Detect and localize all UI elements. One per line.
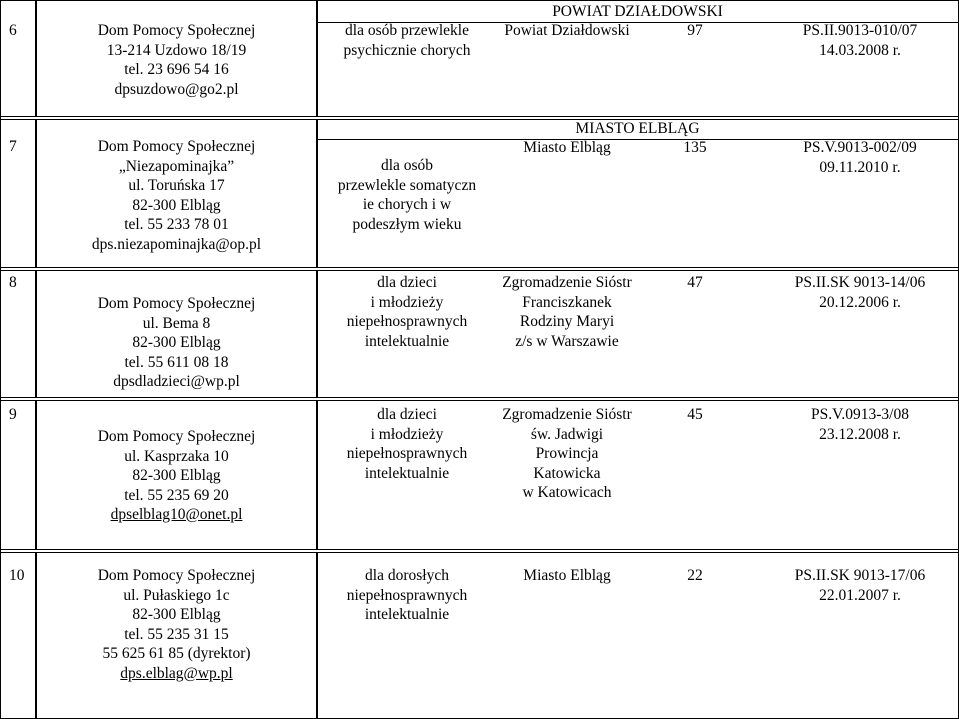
decision-number: PS.II.SK 9013-14/06	[794, 274, 926, 291]
type-line: podeszłym wieku	[352, 215, 462, 233]
facility-name: Dom Pomocy Społecznej	[97, 138, 256, 155]
operator-line: Prowincja	[535, 445, 599, 462]
row-separator	[0, 270, 959, 271]
facility-address: 13-214 Uzdowo 18/19	[106, 41, 247, 59]
type-line: intelektualnie	[364, 332, 450, 350]
facility-city: 82-300 Elbląg	[132, 334, 221, 351]
operator-cell	[487, 273, 647, 351]
decision-date: 14.03.2008 r.	[819, 41, 901, 59]
decision-date: 22.01.2007 r.	[819, 586, 901, 604]
decision-cell	[770, 21, 950, 60]
facility-email-link[interactable]: dps.elblag@wp.pl	[120, 664, 233, 682]
type-line: i młodzieży	[370, 293, 444, 311]
type-line: niepełnosprawnych	[346, 313, 468, 330]
type-line: psychicznie chorych	[343, 41, 471, 59]
operator-line: Zgromadzenie Sióstr	[502, 406, 632, 423]
facility-street: ul. Pułaskiego 1c	[123, 586, 230, 604]
facility-phone: tel. 55 233 78 01	[124, 216, 229, 233]
decision-number: PS.V.0913-3/08	[811, 406, 909, 423]
facility-phone: tel. 55 611 08 18	[124, 353, 229, 371]
decision-date: 23.12.2008 r.	[819, 425, 901, 443]
border-left	[0, 0, 1, 719]
row-separator	[0, 549, 959, 550]
facility-name: Dom Pomocy Społecznej	[97, 567, 256, 584]
facility-email: dpsdladzieci@wp.pl	[113, 373, 240, 390]
type-line: dla osób	[380, 157, 434, 174]
facility-cell	[37, 294, 316, 392]
decision-cell	[765, 405, 955, 444]
facility-city: 82-300 Elbląg	[132, 606, 221, 623]
row-separator	[0, 400, 959, 401]
facility-email-link[interactable]: dpselblag10@onet.pl	[110, 506, 243, 523]
decision-cell	[765, 566, 955, 605]
type-line: dla dzieci	[377, 274, 437, 291]
section-header: POWIAT DZIAŁDOWSKI	[552, 3, 723, 20]
places-count: 135	[683, 139, 707, 156]
type-cell	[317, 566, 497, 625]
operator-cell	[492, 21, 642, 41]
row-separator	[0, 552, 959, 553]
operator-line: Zgromadzenie Sióstr	[502, 274, 632, 291]
facility-phone: tel. 55 235 31 15	[124, 625, 229, 643]
facility-cell	[37, 137, 316, 254]
type-line: niepełnosprawnych	[346, 586, 468, 604]
decision-cell	[765, 273, 955, 312]
facility-name: Dom Pomocy Społecznej	[97, 295, 256, 312]
border-top	[0, 0, 959, 1]
operator-line: Franciszkanek	[522, 293, 612, 311]
facility-phone: tel. 55 235 69 20	[124, 486, 229, 504]
facility-cell	[37, 427, 316, 525]
facility-city: 82-300 Elbląg	[132, 467, 221, 484]
operator-line: Miasto Elbląg	[523, 567, 611, 584]
facility-subname: „Niezapominajka”	[118, 157, 235, 175]
operator-line: Powiat Działdowski	[504, 22, 630, 39]
row-separator	[0, 116, 959, 117]
type-line: przewlekle somatyczn	[337, 176, 477, 194]
facility-phone-director: 55 625 61 85 (dyrektor)	[102, 645, 251, 662]
operator-cell	[492, 566, 642, 586]
facility-name: Dom Pomocy Społecznej	[97, 22, 256, 39]
places-count: 47	[687, 274, 703, 291]
type-line: dla osób przewlekle	[345, 22, 469, 39]
operator-line: z/s w Warszawie	[515, 332, 619, 350]
type-cell	[317, 273, 497, 351]
type-line: i młodzieży	[370, 425, 444, 443]
facility-street: ul. Kasprzaka 10	[124, 447, 229, 465]
facility-city: 82-300 Elbląg	[132, 196, 221, 214]
facility-street: ul. Bema 8	[142, 314, 211, 332]
operator-line: Katowicka	[533, 464, 601, 482]
row-number: 9	[9, 406, 17, 423]
operator-cell	[492, 138, 642, 158]
row-number: 6	[9, 22, 17, 39]
type-line: dla dzieci	[377, 406, 437, 423]
decision-number: PS.V.9013-002/09	[803, 139, 917, 156]
row-separator	[0, 267, 959, 268]
type-cell	[317, 156, 497, 234]
places-count: 45	[687, 406, 703, 423]
facility-email: dpsuzdowo@go2.pl	[114, 80, 239, 98]
type-line: niepełnosprawnych	[346, 445, 468, 462]
operator-line: Miasto Elbląg	[523, 139, 611, 156]
facility-phone: tel. 23 696 54 16	[124, 61, 229, 78]
row-number: 7	[9, 138, 17, 155]
operator-cell	[487, 405, 647, 503]
type-line: dla dorosłych	[365, 567, 449, 584]
operator-line: Rodziny Maryi	[519, 313, 615, 330]
row-number: 8	[9, 274, 17, 291]
decision-number: PS.II.SK 9013-17/06	[794, 567, 926, 584]
operator-line: w Katowicach	[522, 484, 612, 501]
decision-date: 09.11.2010 r.	[819, 158, 901, 176]
places-count: 22	[687, 567, 703, 584]
facility-street: ul. Toruńska 17	[128, 177, 225, 194]
operator-line: św. Jadwigi	[530, 425, 604, 443]
row-number: 10	[9, 567, 25, 584]
facility-name: Dom Pomocy Społecznej	[97, 428, 256, 445]
facility-cell	[37, 566, 316, 683]
type-line: ie chorych i w	[362, 196, 452, 213]
decision-number: PS.II.9013-010/07	[802, 22, 918, 39]
type-cell	[317, 21, 497, 60]
facility-cell	[37, 21, 316, 99]
places-count: 97	[687, 22, 703, 39]
type-line: intelektualnie	[364, 464, 450, 482]
decision-cell	[770, 138, 950, 177]
type-cell	[317, 405, 497, 483]
type-line: intelektualnie	[364, 606, 450, 623]
row-separator	[0, 397, 959, 398]
facility-email: dps.niezapominajka@op.pl	[91, 235, 262, 253]
decision-date: 20.12.2006 r.	[819, 293, 901, 311]
section-header: MIASTO ELBLĄG	[575, 120, 700, 137]
